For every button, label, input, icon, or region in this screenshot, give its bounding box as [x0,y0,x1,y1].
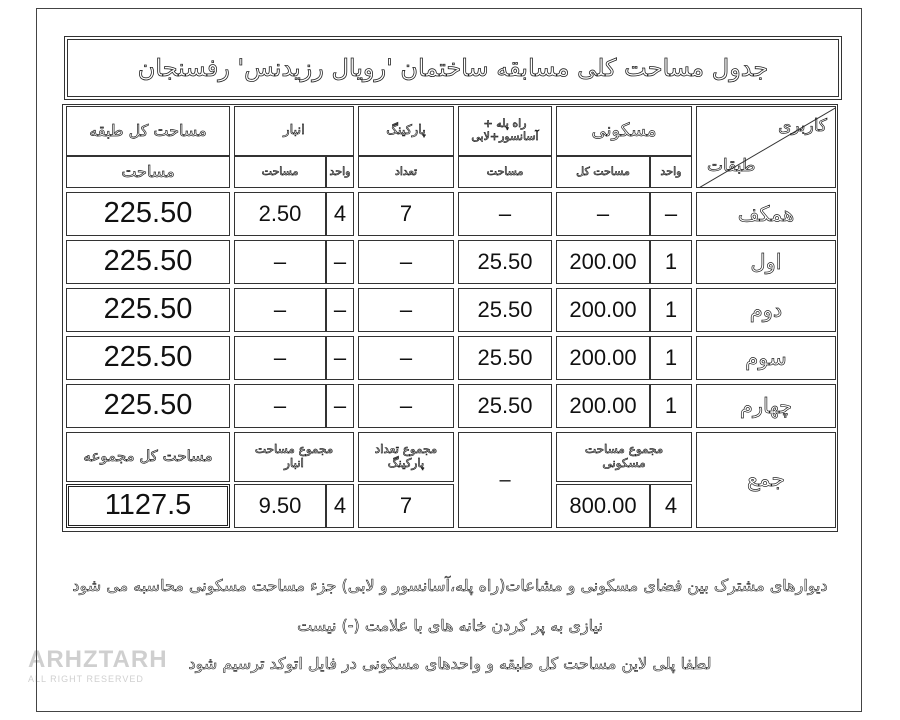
note-2: نیازی به پر کردن خانه های با علامت (-) نیست [297,616,603,635]
stairs-header: راه پله + آسانسور+لابی [458,106,552,156]
res-area: 200.00 [556,336,650,380]
totals-res-unit: 4 [650,484,692,528]
stairs-area-header: مساحت [458,156,552,188]
grand-total-value: 1127.5 [66,484,230,528]
table-title: جدول مساحت کلی مسابقه ساختمان 'رویال رزیدنس' رفسنجان [137,54,769,82]
floor-name: دوم [696,288,836,332]
storage-area: – [234,384,326,428]
floors-label: طبقات [707,156,756,177]
table-title-box [64,36,842,100]
res-unit: 1 [650,336,692,380]
totals-parking: 7 [358,484,454,528]
res-unit: 1 [650,240,692,284]
storage-unit: 4 [326,192,354,236]
parking-count: – [358,240,454,284]
storage-area: 2.50 [234,192,326,236]
usage-label: کاربری [778,116,827,136]
storage-area: – [234,240,326,284]
storage-unit: – [326,336,354,380]
parking-count: – [358,288,454,332]
res-unit: 1 [650,288,692,332]
parking-count: 7 [358,192,454,236]
storage-unit: – [326,288,354,332]
stairs-area: 25.50 [458,384,552,428]
stairs-area: 25.50 [458,240,552,284]
parking-count: – [358,384,454,428]
storage-unit-header: واحد [326,156,354,188]
storage-area-header: مساحت [234,156,326,188]
res-unit: – [650,192,692,236]
stairs-area: 25.50 [458,336,552,380]
res-area: – [556,192,650,236]
totals-storage-unit: 4 [326,484,354,528]
parking-count: – [358,336,454,380]
floor-total: 225.50 [66,240,230,284]
totals-storage-header: مجموع مساحت انبار [234,432,354,482]
res-area-header: مساحت کل [556,156,650,188]
note-1: دیوارهای مشترک بین فضای مسکونی و مشاعات(راه پله،آسانسور و لابی) جزء مساحت مسکونی محاسبه می شود [72,576,828,595]
res-area: 200.00 [556,384,650,428]
watermark-rights: ALL RIGHT RESERVED [28,674,144,684]
floor-name: سوم [696,336,836,380]
res-area: 200.00 [556,288,650,332]
floor-total: 225.50 [66,384,230,428]
totals-parking-header: مجموع تعداد پارکینگ [358,432,454,482]
totals-res-area: 800.00 [556,484,650,528]
floor-total-sub-header: مساحت [66,156,230,188]
storage-header: انبار [234,106,354,156]
floor-total: 225.50 [66,336,230,380]
corner-header [696,106,836,188]
watermark-logo [28,646,188,692]
floor-total-header: مساحت کل طبقه [66,106,230,156]
watermark-brand: ARHZTARH [28,646,168,673]
floor-total: 225.50 [66,288,230,332]
residential-header: مسکونی [556,106,692,156]
storage-unit: – [326,240,354,284]
floor-total: 225.50 [66,192,230,236]
stairs-area: – [458,192,552,236]
parking-header: پارکینگ [358,106,454,156]
res-unit-header: واحد [650,156,692,188]
grand-total-header: مساحت کل مجموعه [66,432,230,482]
res-unit: 1 [650,384,692,428]
storage-area: – [234,288,326,332]
res-area: 200.00 [556,240,650,284]
totals-label: جمع [696,432,836,528]
totals-res-header: مجموع مساحت مسکونی [556,432,692,482]
floor-name: چهارم [696,384,836,428]
note-3: لطفا پلی لاین مساحت کل طبقه و واحدهای مسکونی در فایل اتوکد ترسیم شود [188,654,712,673]
totals-stairs: – [458,432,552,528]
stairs-area: 25.50 [458,288,552,332]
parking-count-header: تعداد [358,156,454,188]
storage-unit: – [326,384,354,428]
floor-name: اول [696,240,836,284]
floor-name: همکف [696,192,836,236]
storage-area: – [234,336,326,380]
totals-storage-area: 9.50 [234,484,326,528]
